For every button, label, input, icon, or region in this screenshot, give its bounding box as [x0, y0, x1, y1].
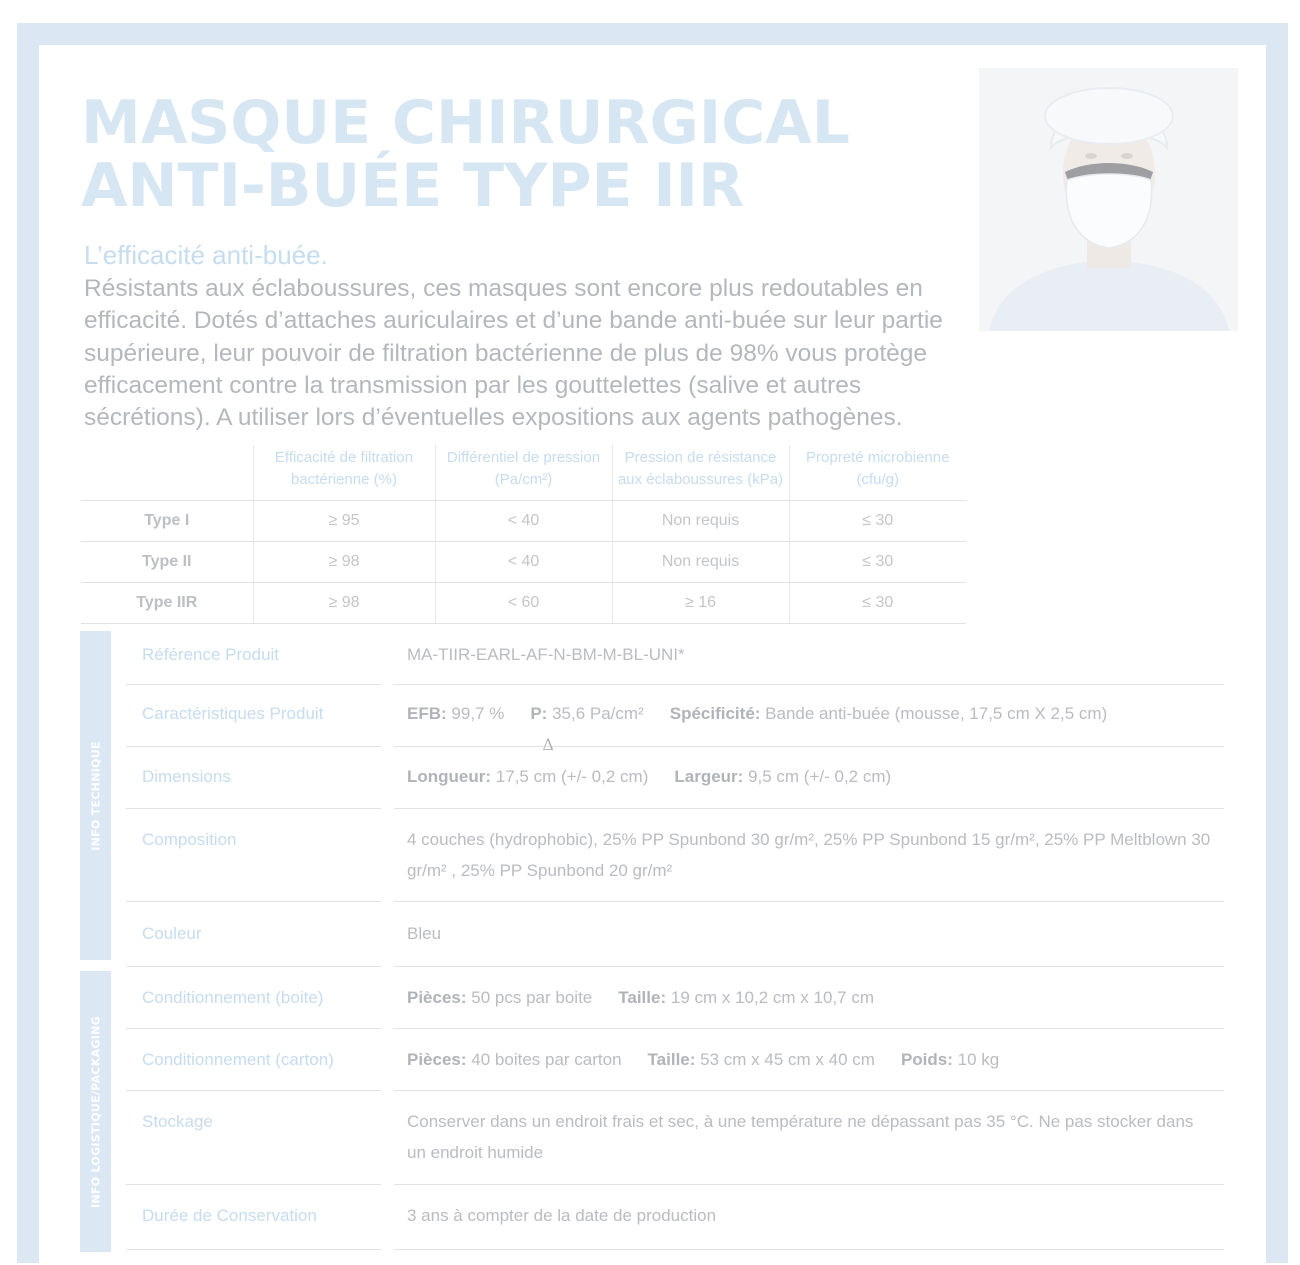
- table-cell: < 40: [435, 501, 612, 542]
- spec-label: Composition: [142, 830, 237, 849]
- spec-value: Bleu: [407, 924, 442, 943]
- section-label-technique: INFO TECHNIQUE: [89, 740, 102, 851]
- spec-label: Couleur: [142, 924, 202, 943]
- header-filtration: Efficacité de filtration bactérienne (%): [253, 445, 435, 501]
- spec-label: Caractéristiques Produit: [142, 704, 324, 723]
- spec-label: Conditionnement (boite): [142, 988, 324, 1007]
- spec-value: EFB: 99,7 % Δ P: 35,6 Pa/cm² Spécificité: Bande anti-buée (mousse, 17,5 cm X 2,5 cm): [407, 698, 1214, 729]
- spec-value: Conserver dans un endroit frais et sec, à une température ne dépassant pas 35 °C. Ne pas stocker dans un endroit humide: [407, 1112, 1194, 1162]
- row-label: Type IIR: [81, 583, 253, 624]
- spec-label: Stockage: [142, 1112, 213, 1131]
- table-cell: ≥ 95: [253, 501, 435, 542]
- table-cell: ≥ 16: [612, 583, 789, 624]
- spec-label: Référence Produit: [142, 645, 280, 664]
- product-description: Résistants aux éclaboussures, ces masques sont encore plus redoutables en efficacité. Dotés d’attaches auriculaires et d’une bande anti-buée sur leur partie supérieure, leur pouvoir de filtration bactérienne de plus de 98% vous protège efficacement contre la transmission par les gouttelettes (salive et autres sécrétions). A utiliser lors d’éventuelles expositions aux agents pathogènes.: [84, 275, 943, 432]
- spec-label: Durée de Conservation: [142, 1206, 317, 1225]
- spec-label: Conditionnement (carton): [142, 1050, 334, 1069]
- table-cell: < 40: [435, 542, 612, 583]
- header-eclaboussures: Pression de résistance aux éclaboussures (kPa): [612, 445, 789, 501]
- product-photo: [979, 68, 1238, 331]
- header-empty: [81, 445, 253, 501]
- header-pression: Différentiel de pression (Pa/cm²): [435, 445, 612, 501]
- delta-symbol: Δ: [542, 735, 554, 754]
- table-row: [81, 583, 966, 624]
- section-tab-technique: [80, 631, 111, 960]
- table-row: [81, 501, 966, 542]
- table-cell: Non requis: [612, 542, 789, 583]
- title-line-2: ANTI-BUÉE TYPE IIR: [81, 151, 745, 221]
- title-line-1: MASQUE CHIRURGICAL: [81, 88, 850, 158]
- spec-value: 3 ans à compter de la date de production: [407, 1206, 717, 1225]
- table-cell: Non requis: [612, 501, 789, 542]
- table-header-row: [81, 445, 966, 501]
- spec-value: MA-TIIR-EARL-AF-N-BM-M-BL-UNI*: [407, 645, 685, 664]
- spec-value: Longueur: 17,5 cm (+/- 0,2 cm) Largeur: 9,5 cm (+/- 0,2 cm): [407, 767, 892, 786]
- table-cell: ≤ 30: [789, 501, 966, 542]
- spec-value: Pièces: 50 pcs par boite Taille: 19 cm x 10,2 cm x 10,7 cm: [407, 988, 874, 1007]
- product-title: [81, 88, 850, 221]
- table-cell: < 60: [435, 583, 612, 624]
- header-proprete: Propreté microbienne (cfu/g): [789, 445, 966, 501]
- row-label: Type II: [81, 542, 253, 583]
- table-cell: ≤ 30: [789, 583, 966, 624]
- table-cell: ≥ 98: [253, 542, 435, 583]
- table-cell: ≥ 98: [253, 583, 435, 624]
- table-row: [81, 542, 966, 583]
- subtitle: L’efficacité anti-buée.: [84, 240, 328, 270]
- type-comparison-table: [81, 445, 966, 624]
- spec-value: Pièces: 40 boites par carton Taille: 53 cm x 45 cm x 40 cm Poids: 10 kg: [407, 1050, 1000, 1069]
- row-label: Type I: [81, 501, 253, 542]
- table-cell: ≤ 30: [789, 542, 966, 583]
- section-tab-logistique: [80, 971, 111, 1252]
- spec-value: 4 couches (hydrophobic), 25% PP Spunbond 30 gr/m², 25% PP Spunbond 15 gr/m², 25% PP Meltblown 30 gr/m² , 25% PP Spunbond 20 gr/m²: [407, 830, 1211, 880]
- person-wearing-mask-illustration: [979, 68, 1238, 331]
- spec-label: Dimensions: [142, 767, 231, 786]
- section-label-logistique: INFO LOGISTIQUE/PACKAGING: [89, 1015, 102, 1208]
